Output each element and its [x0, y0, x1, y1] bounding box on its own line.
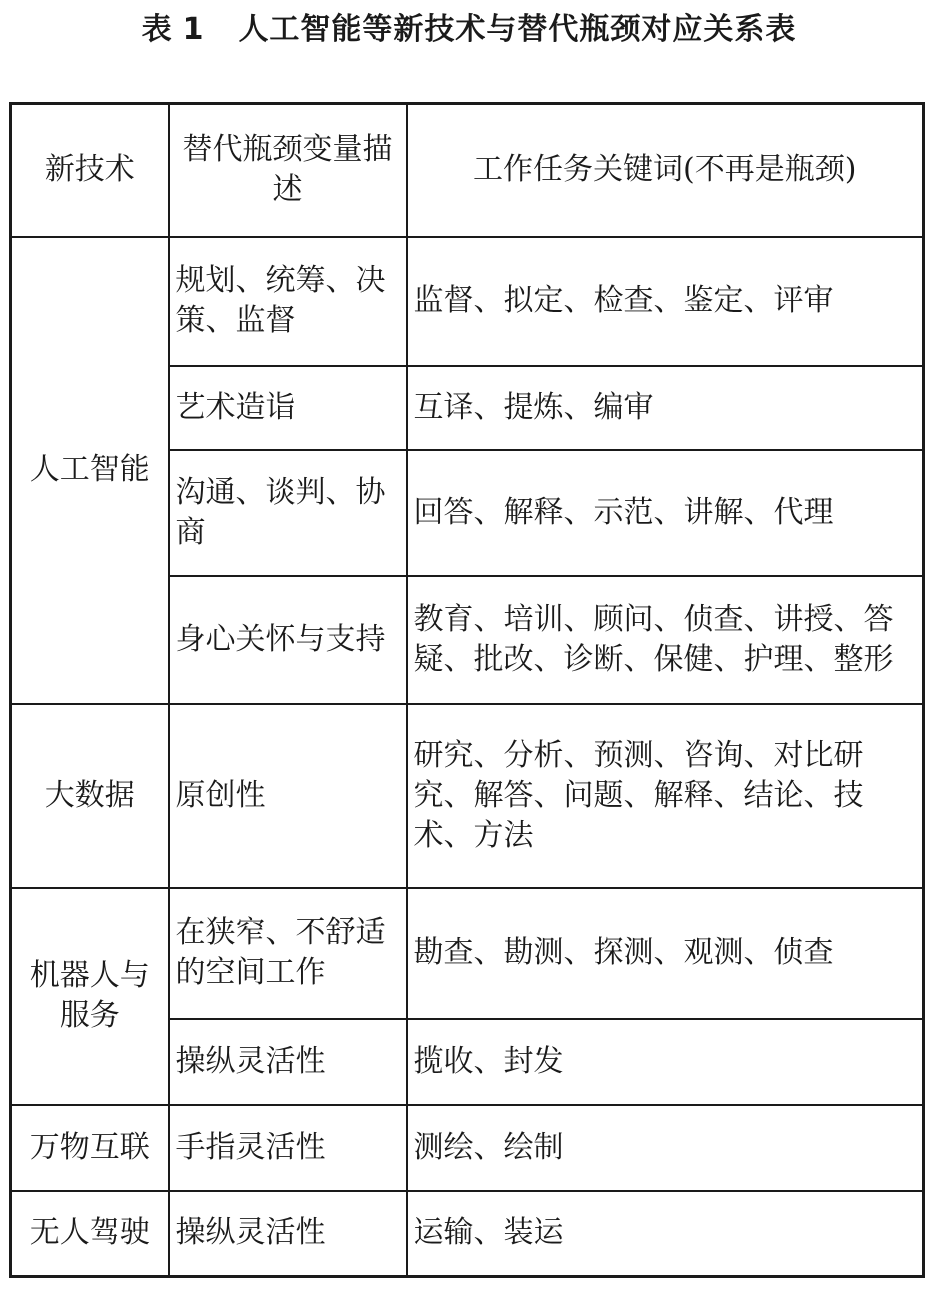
keywords-cell: 教育、培训、顾问、侦查、讲授、答疑、批改、诊断、保健、护理、整形 [407, 576, 924, 704]
keywords-cell: 测绘、绘制 [407, 1105, 924, 1191]
bottleneck-cell: 原创性 [169, 704, 407, 888]
tech-cell-iot: 万物互联 [11, 1105, 169, 1191]
tech-cell-big-data: 大数据 [11, 704, 169, 888]
bottleneck-cell: 沟通、谈判、协商 [169, 450, 407, 576]
tech-cell-autonomous-driving: 无人驾驶 [11, 1191, 169, 1277]
tech-cell-ai: 人工智能 [11, 237, 169, 704]
bottleneck-cell: 在狭窄、不舒适的空间工作 [169, 888, 407, 1019]
table-row [11, 1191, 924, 1277]
caption-label: 表 [141, 12, 173, 47]
table-row [11, 237, 924, 366]
header-keywords: 工作任务关键词(不再是瓶颈) [407, 104, 924, 237]
bottleneck-table [9, 102, 925, 1278]
bottleneck-cell: 手指灵活性 [169, 1105, 407, 1191]
bottleneck-cell: 艺术造诣 [169, 366, 407, 450]
caption-number: 1 [182, 12, 205, 47]
keywords-cell: 监督、拟定、检查、鉴定、评审 [407, 237, 924, 366]
keywords-cell: 勘查、勘测、探测、观测、侦查 [407, 888, 924, 1019]
keywords-cell: 运输、装运 [407, 1191, 924, 1277]
keywords-cell: 回答、解释、示范、讲解、代理 [407, 450, 924, 576]
table-row [11, 888, 924, 1019]
caption-title: 人工智能等新技术与替代瓶颈对应关系表 [238, 12, 797, 47]
header-tech: 新技术 [11, 104, 169, 237]
bottleneck-cell: 操纵灵活性 [169, 1191, 407, 1277]
table-caption [0, 8, 938, 52]
table-row [11, 704, 924, 888]
table-row [11, 1105, 924, 1191]
bottleneck-cell: 身心关怀与支持 [169, 576, 407, 704]
bottleneck-cell: 操纵灵活性 [169, 1019, 407, 1105]
keywords-cell: 研究、分析、预测、咨询、对比研究、解答、问题、解释、结论、技术、方法 [407, 704, 924, 888]
table-header-row [11, 104, 924, 237]
bottleneck-cell: 规划、统筹、决策、监督 [169, 237, 407, 366]
header-bottleneck: 替代瓶颈变量描述 [169, 104, 407, 237]
keywords-cell: 互译、提炼、编审 [407, 366, 924, 450]
tech-cell-robotics: 机器人与服务 [11, 888, 169, 1105]
keywords-cell: 揽收、封发 [407, 1019, 924, 1105]
